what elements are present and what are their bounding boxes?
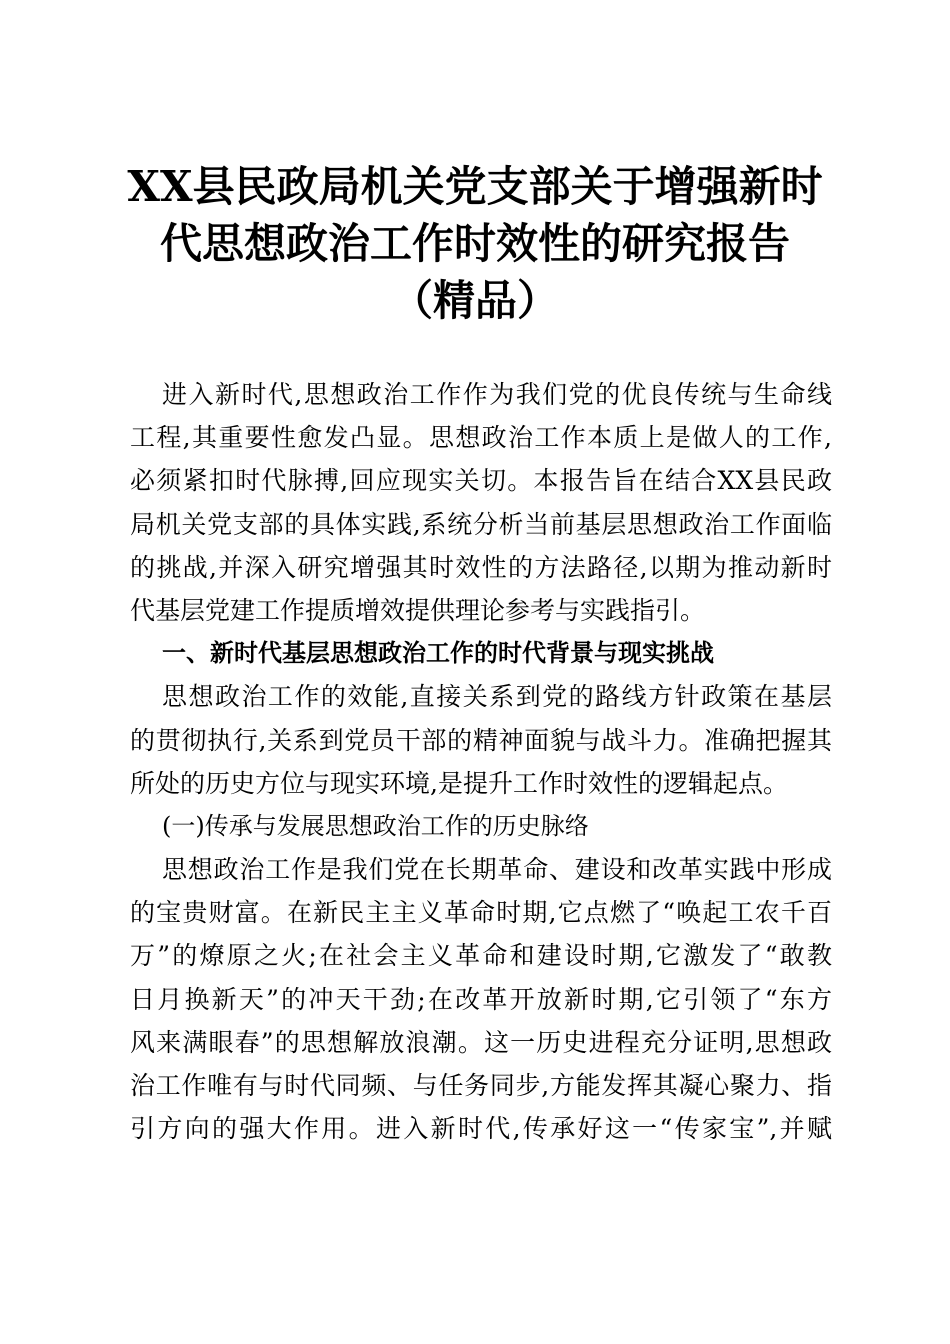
title-line-1: XX县民政局机关党支部关于增强新时: [127, 162, 823, 211]
subsection-heading: (一)传承与发展思想政治工作的历史脉络: [162, 811, 589, 840]
text-line: 万”的燎原之火;在社会主义革命和建设时期,它激发了“敢教: [130, 941, 832, 971]
text-line: 日月换新天”的冲天干劲;在改革开放新时期,它引领了“东方: [130, 984, 832, 1014]
body-paragraph: [130, 675, 832, 805]
intro-paragraph: [130, 373, 832, 632]
text-line: 进入新时代,思想政治工作作为我们党的优良传统与生命线: [162, 380, 832, 409]
section-heading: 一、新时代基层思想政治工作的时代背景与现实挑战: [162, 639, 714, 668]
text-line: 思想政治工作的效能,直接关系到党的路线方针政策在基层: [162, 682, 832, 712]
text-line: 工程,其重要性愈发凸显。思想政治工作本质上是做人的工作,: [130, 423, 832, 453]
text-line: 局机关党支部的具体实践,系统分析当前基层思想政治工作面临: [130, 509, 832, 539]
text-line: 必须紧扣时代脉搏,回应现实关切。本报告旨在结合XX县民政: [130, 466, 832, 496]
document-body: [130, 373, 832, 1150]
title-line-2: 代思想政治工作时效性的研究报告: [159, 219, 790, 268]
body-paragraph: [130, 848, 832, 1150]
text-line: 思想政治工作是我们党在长期革命、建设和改革实践中形成: [162, 855, 832, 885]
text-line: 治工作唯有与时代同频、与任务同步,方能发挥其凝心聚力、指: [130, 1071, 832, 1100]
text-line: 的贯彻执行,关系到党员干部的精神面貌与战斗力。准确把握其: [130, 725, 832, 755]
text-line: 代基层党建工作提质增效提供理论参考与实践指引。: [130, 595, 706, 625]
text-line: 所处的历史方位与现实环境,是提升工作时效性的逻辑起点。: [130, 768, 788, 798]
text-line: 引方向的强大作用。进入新时代,传承好这一“传家宝”,并赋: [130, 1114, 832, 1144]
text-line: 风来满眼春”的思想解放浪潮。这一历史进程充分证明,思想政: [130, 1027, 832, 1057]
title-line-3: （精品）: [390, 276, 559, 325]
text-line: 的挑战,并深入研究增强其时效性的方法路径,以期为推动新时: [130, 552, 832, 582]
document-title: [100, 158, 850, 329]
text-line: 的宝贵财富。在新民主主义革命时期,它点燃了“唤起工农千百: [130, 898, 832, 928]
